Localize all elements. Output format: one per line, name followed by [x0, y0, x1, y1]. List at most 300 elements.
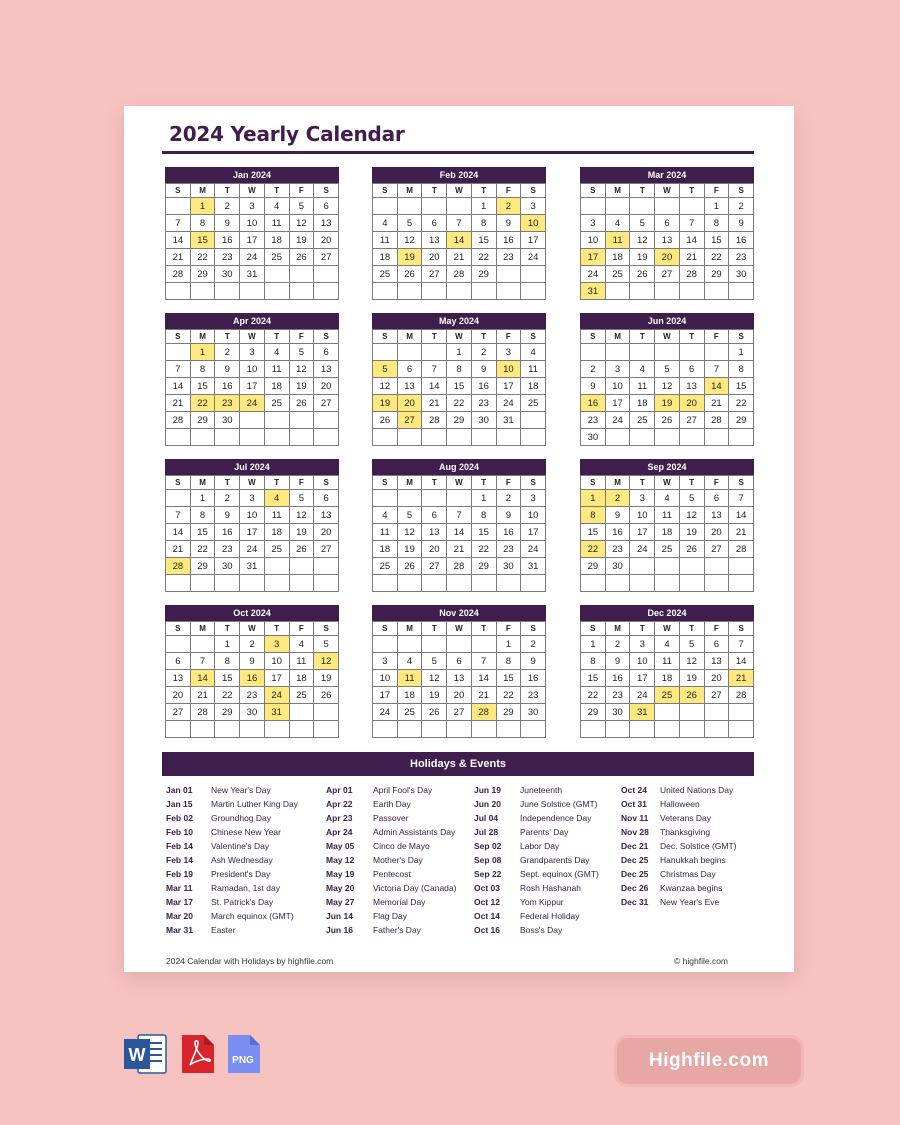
day-cell[interactable]: 30 — [496, 558, 521, 575]
day-cell[interactable]: 20 — [397, 395, 422, 412]
day-cell[interactable]: 22 — [190, 395, 215, 412]
day-cell[interactable]: 13 — [314, 507, 339, 524]
day-cell[interactable]: 15 — [729, 378, 754, 395]
day-cell[interactable]: 21 — [422, 395, 447, 412]
day-cell[interactable]: 27 — [655, 266, 680, 283]
day-cell[interactable]: 10 — [581, 232, 606, 249]
day-cell[interactable]: 3 — [630, 636, 655, 653]
day-cell[interactable]: 21 — [166, 541, 191, 558]
day-cell[interactable]: 27 — [397, 412, 422, 429]
day-cell[interactable]: 23 — [729, 249, 754, 266]
day-cell[interactable]: 13 — [314, 215, 339, 232]
day-cell[interactable]: 10 — [605, 378, 630, 395]
day-cell[interactable]: 26 — [289, 249, 314, 266]
day-cell[interactable]: 17 — [264, 670, 289, 687]
day-cell[interactable]: 25 — [373, 266, 398, 283]
day-cell[interactable]: 10 — [630, 507, 655, 524]
day-cell[interactable]: 21 — [190, 687, 215, 704]
day-cell[interactable]: 7 — [704, 361, 729, 378]
day-cell[interactable]: 14 — [729, 653, 754, 670]
day-cell[interactable]: 6 — [704, 636, 729, 653]
day-cell[interactable]: 26 — [373, 412, 398, 429]
day-cell[interactable]: 28 — [447, 558, 472, 575]
day-cell[interactable]: 9 — [215, 507, 240, 524]
day-cell[interactable]: 29 — [190, 558, 215, 575]
day-cell[interactable]: 1 — [471, 198, 496, 215]
day-cell[interactable]: 17 — [496, 378, 521, 395]
day-cell[interactable]: 5 — [314, 636, 339, 653]
day-cell[interactable]: 3 — [496, 344, 521, 361]
day-cell[interactable]: 25 — [521, 395, 546, 412]
day-cell[interactable]: 16 — [215, 524, 240, 541]
day-cell[interactable]: 18 — [289, 670, 314, 687]
day-cell[interactable]: 20 — [422, 541, 447, 558]
day-cell[interactable]: 29 — [581, 704, 606, 721]
day-cell[interactable]: 3 — [240, 344, 265, 361]
day-cell[interactable]: 26 — [655, 412, 680, 429]
day-cell[interactable]: 24 — [521, 541, 546, 558]
day-cell[interactable]: 17 — [521, 232, 546, 249]
day-cell[interactable]: 3 — [521, 198, 546, 215]
day-cell[interactable]: 10 — [521, 215, 546, 232]
day-cell[interactable]: 11 — [373, 524, 398, 541]
day-cell[interactable]: 12 — [422, 670, 447, 687]
day-cell[interactable]: 29 — [496, 704, 521, 721]
day-cell[interactable]: 28 — [422, 412, 447, 429]
day-cell[interactable]: 3 — [521, 490, 546, 507]
day-cell[interactable]: 2 — [729, 198, 754, 215]
day-cell[interactable]: 19 — [314, 670, 339, 687]
day-cell[interactable]: 25 — [264, 249, 289, 266]
day-cell[interactable]: 16 — [605, 524, 630, 541]
day-cell[interactable]: 23 — [215, 541, 240, 558]
day-cell[interactable]: 16 — [215, 378, 240, 395]
day-cell[interactable]: 15 — [581, 670, 606, 687]
day-cell[interactable]: 17 — [373, 687, 398, 704]
day-cell[interactable]: 11 — [655, 653, 680, 670]
pdf-icon[interactable] — [180, 1033, 216, 1075]
day-cell[interactable]: 26 — [422, 704, 447, 721]
day-cell[interactable]: 14 — [422, 378, 447, 395]
day-cell[interactable]: 16 — [496, 232, 521, 249]
day-cell[interactable]: 17 — [581, 249, 606, 266]
day-cell[interactable]: 25 — [605, 266, 630, 283]
day-cell[interactable]: 8 — [496, 653, 521, 670]
day-cell[interactable]: 10 — [240, 507, 265, 524]
day-cell[interactable]: 31 — [264, 704, 289, 721]
day-cell[interactable]: 29 — [471, 266, 496, 283]
day-cell[interactable]: 15 — [190, 232, 215, 249]
day-cell[interactable]: 29 — [215, 704, 240, 721]
day-cell[interactable]: 2 — [496, 198, 521, 215]
day-cell[interactable]: 18 — [264, 232, 289, 249]
day-cell[interactable]: 27 — [166, 704, 191, 721]
day-cell[interactable]: 24 — [581, 266, 606, 283]
day-cell[interactable]: 3 — [581, 215, 606, 232]
day-cell[interactable]: 1 — [190, 490, 215, 507]
day-cell[interactable]: 24 — [373, 704, 398, 721]
day-cell[interactable]: 17 — [240, 524, 265, 541]
day-cell[interactable]: 22 — [581, 541, 606, 558]
day-cell[interactable]: 7 — [729, 636, 754, 653]
day-cell[interactable]: 4 — [630, 361, 655, 378]
day-cell[interactable]: 5 — [630, 215, 655, 232]
day-cell[interactable]: 1 — [581, 490, 606, 507]
day-cell[interactable]: 29 — [729, 412, 754, 429]
day-cell[interactable]: 30 — [729, 266, 754, 283]
day-cell[interactable]: 14 — [166, 232, 191, 249]
day-cell[interactable]: 19 — [289, 378, 314, 395]
day-cell[interactable]: 19 — [397, 541, 422, 558]
day-cell[interactable]: 8 — [190, 361, 215, 378]
day-cell[interactable]: 16 — [496, 524, 521, 541]
day-cell[interactable]: 21 — [447, 249, 472, 266]
day-cell[interactable]: 24 — [240, 541, 265, 558]
day-cell[interactable]: 12 — [314, 653, 339, 670]
day-cell[interactable]: 23 — [521, 687, 546, 704]
day-cell[interactable]: 25 — [264, 395, 289, 412]
day-cell[interactable]: 11 — [655, 507, 680, 524]
day-cell[interactable]: 4 — [373, 215, 398, 232]
day-cell[interactable]: 24 — [496, 395, 521, 412]
day-cell[interactable]: 26 — [289, 395, 314, 412]
day-cell[interactable]: 27 — [314, 249, 339, 266]
day-cell[interactable]: 6 — [422, 215, 447, 232]
day-cell[interactable]: 19 — [397, 249, 422, 266]
day-cell[interactable]: 8 — [471, 507, 496, 524]
day-cell[interactable]: 15 — [190, 524, 215, 541]
day-cell[interactable]: 27 — [422, 266, 447, 283]
day-cell[interactable]: 28 — [704, 412, 729, 429]
day-cell[interactable]: 17 — [605, 395, 630, 412]
day-cell[interactable]: 26 — [679, 541, 704, 558]
day-cell[interactable]: 13 — [314, 361, 339, 378]
day-cell[interactable]: 15 — [447, 378, 472, 395]
day-cell[interactable]: 10 — [240, 215, 265, 232]
day-cell[interactable]: 24 — [630, 687, 655, 704]
day-cell[interactable]: 4 — [373, 507, 398, 524]
day-cell[interactable]: 27 — [314, 395, 339, 412]
day-cell[interactable]: 7 — [422, 361, 447, 378]
day-cell[interactable]: 25 — [630, 412, 655, 429]
day-cell[interactable]: 14 — [447, 524, 472, 541]
day-cell[interactable]: 9 — [215, 361, 240, 378]
day-cell[interactable]: 14 — [190, 670, 215, 687]
day-cell[interactable]: 25 — [289, 687, 314, 704]
day-cell[interactable]: 8 — [581, 507, 606, 524]
day-cell[interactable]: 10 — [496, 361, 521, 378]
day-cell[interactable]: 22 — [581, 687, 606, 704]
day-cell[interactable]: 10 — [240, 361, 265, 378]
day-cell[interactable]: 18 — [605, 249, 630, 266]
day-cell[interactable]: 4 — [655, 490, 680, 507]
day-cell[interactable]: 6 — [314, 490, 339, 507]
day-cell[interactable]: 14 — [166, 524, 191, 541]
day-cell[interactable]: 2 — [240, 636, 265, 653]
day-cell[interactable]: 9 — [471, 361, 496, 378]
day-cell[interactable]: 31 — [581, 283, 606, 300]
day-cell[interactable]: 23 — [605, 687, 630, 704]
day-cell[interactable]: 12 — [679, 653, 704, 670]
day-cell[interactable]: 2 — [215, 198, 240, 215]
day-cell[interactable]: 23 — [496, 541, 521, 558]
day-cell[interactable]: 7 — [190, 653, 215, 670]
day-cell[interactable]: 26 — [679, 687, 704, 704]
day-cell[interactable]: 7 — [447, 215, 472, 232]
day-cell[interactable]: 29 — [190, 412, 215, 429]
day-cell[interactable]: 11 — [521, 361, 546, 378]
day-cell[interactable]: 18 — [264, 378, 289, 395]
day-cell[interactable]: 29 — [704, 266, 729, 283]
day-cell[interactable]: 12 — [289, 361, 314, 378]
day-cell[interactable]: 4 — [289, 636, 314, 653]
day-cell[interactable]: 15 — [471, 524, 496, 541]
day-cell[interactable]: 12 — [397, 232, 422, 249]
day-cell[interactable]: 5 — [397, 507, 422, 524]
day-cell[interactable]: 3 — [630, 490, 655, 507]
day-cell[interactable]: 15 — [581, 524, 606, 541]
day-cell[interactable]: 9 — [581, 378, 606, 395]
day-cell[interactable]: 3 — [240, 490, 265, 507]
day-cell[interactable]: 11 — [264, 507, 289, 524]
day-cell[interactable]: 30 — [605, 704, 630, 721]
day-cell[interactable]: 23 — [496, 249, 521, 266]
day-cell[interactable]: 20 — [704, 524, 729, 541]
day-cell[interactable]: 6 — [422, 507, 447, 524]
day-cell[interactable]: 30 — [605, 558, 630, 575]
day-cell[interactable]: 14 — [471, 670, 496, 687]
day-cell[interactable]: 4 — [397, 653, 422, 670]
day-cell[interactable]: 9 — [496, 507, 521, 524]
day-cell[interactable]: 28 — [447, 266, 472, 283]
day-cell[interactable]: 1 — [190, 198, 215, 215]
day-cell[interactable]: 31 — [521, 558, 546, 575]
day-cell[interactable]: 11 — [373, 232, 398, 249]
day-cell[interactable]: 20 — [679, 395, 704, 412]
day-cell[interactable]: 18 — [655, 524, 680, 541]
day-cell[interactable]: 26 — [397, 558, 422, 575]
day-cell[interactable]: 13 — [422, 524, 447, 541]
day-cell[interactable]: 12 — [289, 215, 314, 232]
day-cell[interactable]: 1 — [704, 198, 729, 215]
day-cell[interactable]: 25 — [655, 687, 680, 704]
day-cell[interactable]: 17 — [240, 232, 265, 249]
day-cell[interactable]: 22 — [190, 249, 215, 266]
day-cell[interactable]: 27 — [314, 541, 339, 558]
day-cell[interactable]: 19 — [655, 395, 680, 412]
day-cell[interactable]: 28 — [729, 541, 754, 558]
day-cell[interactable]: 1 — [581, 636, 606, 653]
day-cell[interactable]: 18 — [521, 378, 546, 395]
day-cell[interactable]: 15 — [190, 378, 215, 395]
day-cell[interactable]: 8 — [447, 361, 472, 378]
day-cell[interactable]: 27 — [704, 687, 729, 704]
day-cell[interactable]: 10 — [264, 653, 289, 670]
day-cell[interactable]: 22 — [471, 249, 496, 266]
day-cell[interactable]: 7 — [471, 653, 496, 670]
day-cell[interactable]: 13 — [679, 378, 704, 395]
day-cell[interactable]: 19 — [289, 232, 314, 249]
day-cell[interactable]: 8 — [215, 653, 240, 670]
day-cell[interactable]: 2 — [496, 490, 521, 507]
day-cell[interactable]: 2 — [605, 490, 630, 507]
day-cell[interactable]: 11 — [264, 361, 289, 378]
day-cell[interactable]: 5 — [289, 198, 314, 215]
day-cell[interactable]: 13 — [397, 378, 422, 395]
day-cell[interactable]: 20 — [314, 232, 339, 249]
day-cell[interactable]: 15 — [496, 670, 521, 687]
day-cell[interactable]: 23 — [215, 249, 240, 266]
day-cell[interactable]: 21 — [447, 541, 472, 558]
day-cell[interactable]: 5 — [373, 361, 398, 378]
day-cell[interactable]: 17 — [630, 670, 655, 687]
day-cell[interactable]: 14 — [166, 378, 191, 395]
day-cell[interactable]: 24 — [264, 687, 289, 704]
day-cell[interactable]: 22 — [471, 541, 496, 558]
day-cell[interactable]: 25 — [397, 704, 422, 721]
day-cell[interactable]: 30 — [215, 266, 240, 283]
day-cell[interactable]: 19 — [422, 687, 447, 704]
day-cell[interactable]: 16 — [605, 670, 630, 687]
day-cell[interactable]: 14 — [704, 378, 729, 395]
day-cell[interactable]: 28 — [471, 704, 496, 721]
day-cell[interactable]: 9 — [729, 215, 754, 232]
day-cell[interactable]: 15 — [704, 232, 729, 249]
day-cell[interactable]: 22 — [704, 249, 729, 266]
day-cell[interactable]: 4 — [521, 344, 546, 361]
day-cell[interactable]: 28 — [166, 412, 191, 429]
day-cell[interactable]: 26 — [397, 266, 422, 283]
day-cell[interactable]: 20 — [447, 687, 472, 704]
day-cell[interactable]: 22 — [496, 687, 521, 704]
day-cell[interactable]: 2 — [605, 636, 630, 653]
day-cell[interactable]: 30 — [215, 412, 240, 429]
day-cell[interactable]: 13 — [704, 507, 729, 524]
day-cell[interactable]: 31 — [496, 412, 521, 429]
day-cell[interactable]: 8 — [471, 215, 496, 232]
day-cell[interactable]: 4 — [264, 198, 289, 215]
day-cell[interactable]: 5 — [289, 344, 314, 361]
day-cell[interactable]: 30 — [215, 558, 240, 575]
day-cell[interactable]: 1 — [190, 344, 215, 361]
day-cell[interactable]: 21 — [166, 249, 191, 266]
day-cell[interactable]: 27 — [422, 558, 447, 575]
day-cell[interactable]: 6 — [655, 215, 680, 232]
day-cell[interactable]: 29 — [190, 266, 215, 283]
day-cell[interactable]: 23 — [471, 395, 496, 412]
day-cell[interactable]: 27 — [704, 541, 729, 558]
day-cell[interactable]: 19 — [630, 249, 655, 266]
day-cell[interactable]: 31 — [630, 704, 655, 721]
day-cell[interactable]: 22 — [729, 395, 754, 412]
day-cell[interactable]: 6 — [679, 361, 704, 378]
day-cell[interactable]: 22 — [215, 687, 240, 704]
day-cell[interactable]: 17 — [630, 524, 655, 541]
day-cell[interactable]: 3 — [264, 636, 289, 653]
day-cell[interactable]: 18 — [264, 524, 289, 541]
day-cell[interactable]: 23 — [215, 395, 240, 412]
day-cell[interactable]: 8 — [581, 653, 606, 670]
day-cell[interactable]: 29 — [581, 558, 606, 575]
day-cell[interactable]: 11 — [630, 378, 655, 395]
day-cell[interactable]: 4 — [264, 490, 289, 507]
day-cell[interactable]: 30 — [240, 704, 265, 721]
day-cell[interactable]: 7 — [166, 361, 191, 378]
day-cell[interactable]: 16 — [521, 670, 546, 687]
day-cell[interactable]: 28 — [679, 266, 704, 283]
day-cell[interactable]: 29 — [447, 412, 472, 429]
day-cell[interactable]: 14 — [447, 232, 472, 249]
day-cell[interactable]: 1 — [215, 636, 240, 653]
day-cell[interactable]: 7 — [447, 507, 472, 524]
day-cell[interactable]: 11 — [605, 232, 630, 249]
day-cell[interactable]: 16 — [240, 670, 265, 687]
day-cell[interactable]: 30 — [581, 429, 606, 446]
day-cell[interactable]: 10 — [373, 670, 398, 687]
day-cell[interactable]: 6 — [314, 344, 339, 361]
day-cell[interactable]: 8 — [190, 507, 215, 524]
day-cell[interactable]: 28 — [166, 266, 191, 283]
day-cell[interactable]: 24 — [630, 541, 655, 558]
day-cell[interactable]: 2 — [471, 344, 496, 361]
day-cell[interactable]: 2 — [581, 361, 606, 378]
day-cell[interactable]: 24 — [521, 249, 546, 266]
day-cell[interactable]: 27 — [679, 412, 704, 429]
day-cell[interactable]: 18 — [630, 395, 655, 412]
day-cell[interactable]: 21 — [729, 524, 754, 541]
day-cell[interactable]: 19 — [373, 395, 398, 412]
day-cell[interactable]: 6 — [314, 198, 339, 215]
day-cell[interactable]: 21 — [471, 687, 496, 704]
day-cell[interactable]: 28 — [190, 704, 215, 721]
day-cell[interactable]: 25 — [264, 541, 289, 558]
day-cell[interactable]: 13 — [422, 232, 447, 249]
day-cell[interactable]: 3 — [373, 653, 398, 670]
day-cell[interactable]: 9 — [496, 215, 521, 232]
day-cell[interactable]: 5 — [397, 215, 422, 232]
day-cell[interactable]: 12 — [630, 232, 655, 249]
day-cell[interactable]: 21 — [166, 395, 191, 412]
day-cell[interactable]: 13 — [447, 670, 472, 687]
day-cell[interactable]: 9 — [215, 215, 240, 232]
day-cell[interactable]: 28 — [729, 687, 754, 704]
day-cell[interactable]: 18 — [655, 670, 680, 687]
day-cell[interactable]: 10 — [630, 653, 655, 670]
day-cell[interactable]: 1 — [729, 344, 754, 361]
day-cell[interactable]: 15 — [471, 232, 496, 249]
day-cell[interactable]: 3 — [240, 198, 265, 215]
day-cell[interactable]: 2 — [521, 636, 546, 653]
day-cell[interactable]: 16 — [581, 395, 606, 412]
day-cell[interactable]: 27 — [447, 704, 472, 721]
day-cell[interactable]: 31 — [240, 266, 265, 283]
day-cell[interactable]: 14 — [729, 507, 754, 524]
day-cell[interactable]: 21 — [679, 249, 704, 266]
day-cell[interactable]: 20 — [655, 249, 680, 266]
day-cell[interactable]: 25 — [373, 558, 398, 575]
day-cell[interactable]: 9 — [605, 507, 630, 524]
day-cell[interactable]: 29 — [471, 558, 496, 575]
day-cell[interactable]: 7 — [166, 215, 191, 232]
day-cell[interactable]: 4 — [264, 344, 289, 361]
day-cell[interactable]: 19 — [679, 670, 704, 687]
day-cell[interactable]: 5 — [422, 653, 447, 670]
day-cell[interactable]: 9 — [605, 653, 630, 670]
day-cell[interactable]: 3 — [605, 361, 630, 378]
day-cell[interactable]: 12 — [289, 507, 314, 524]
day-cell[interactable]: 13 — [655, 232, 680, 249]
day-cell[interactable]: 26 — [289, 541, 314, 558]
